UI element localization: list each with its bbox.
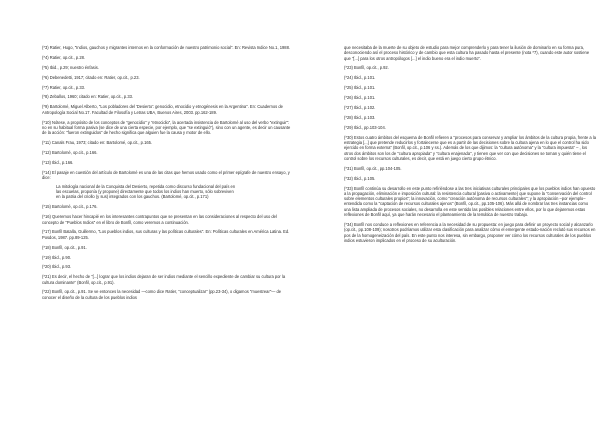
endnote: (*24) Ibid., p.101. [344,75,376,81]
endnote: (*17) Bonfil Batalla, Guillermo, "Los pueblos indios, sus culturas y las políticas culturales". En: Políticas culturales en América Latina. Ed. Posdos, 1987. pp.89-125. [42,229,290,240]
endnote: (*27) Ibid., p.102. [344,105,376,111]
endnote: (*25) Ibid., p.101. [344,85,376,91]
right-column [344,45,596,248]
endnote-continuation: que necesitaba de la muerte de su objeto de estudio para mejor comprenderlo y para tener la ilusión de dominarlo en su forma pura, desconociendo así el proceso histórico y de cambio que esta cultura ha pasado hasta el presente (nota *7), cuando este autor sostiene que "[...] para los otros antropólogos [...] el indio bueno era el indio muerto". [344,45,590,61]
endnote: (*23) Bonfil, op.cit., p.92. [344,65,389,71]
endnote: (*26) Ibid., p.101. [344,95,376,101]
endnote: (*20) Ibid., p.93. [42,264,72,270]
left-column [42,45,292,305]
endnote: (*21) Es decir, el hecho de "[...] lograr que los indios dejaran de ser indios mediante el sencillo expediente de cambiar su cultura por la cultura dominante" (Bonfil, op.cit., p.91). [42,274,286,285]
endnote: (*5) Ibid., p.29; nuestro énfasis. [42,64,99,70]
endnote: (*7) Ratier, op.cit., p.33. [42,84,86,90]
endnote: (*28) Ibid., p.103. [344,114,376,120]
block-quote: La mitología nacional de la Conquista del Desierto, repetida como discurso fundacional del país en las escuelas, proponía (y propone) directamente que todos los indios han muerto, sólo sobreviven en la patria del criollo (y sus) integrados con los gauchos. (Bartolomé, op.cit., p.171) [56,183,236,200]
endnote: (*19) Ibid., p.90. [42,254,72,260]
endnote: (*22) Bonfil, op.cit., p.91. Se ve entonces la necesidad —como dice Ratier, "conceptualizar" (pp.23-34), o digamos "muestrear"— de conocer el diseño de la cultura de los pueblos indios [42,289,282,300]
endnote: (*30) Estos cuatro ámbitos del esquema de Bonfil refieren a "procesos para conservar y ampliar los ámbitos de la cultura propia, frente a la estrategia [...] que pretende reducirlos y fortalecerse que es a partir de las decisiones sobre la cultura ajena en lo que el control ha sido ejercido en forma externa" (Bonfil, op.cit., p.106 y ss.). Además de los que dijimos: la "cultura autónoma" y la "cultura impuesta" – , los otros dos ámbitos son los de "cultura apropiada" y "cultura enajenada", y tienen que ver con que decisiones se toman y quién tiene el control sobre los recursos culturales, es decir, que está en juego cierto grupo étnico. [344,134,596,161]
endnote: (*32) Ibid., p.105. [344,175,376,181]
endnote: (*14) El pasaje en cuestión del artículo de Bartolomé es una de las citas que hemos usado como el primer epígrafe de nuestro ensayo, y dice: [42,169,290,180]
endnote: (*8) Zeballos, 1960; citado en: Ratier, op.cit., p.33. [42,94,134,100]
endnote: (*4) Ratier, op.cit., p.28. [42,54,86,60]
endnote: (*12) Bartolomé, op.cit., p.166. [42,149,98,155]
endnote: (*10) Nótese, a propósito de los conceptos de "genocidio" y "etnocidio", la acertada insistencia de Bartolomé al uso del verbo "extinguir": no en su habitual forma pasiva (se dice de una cierta especie, por ejemplo, que "se extinguió"), sino con un agente, es decir un causante de la acción: "fueron extinguidos" de hecho significa que alguien fue la causa y motor de ello. [42,119,291,136]
endnote: (*3) Ratier, Hugo, "Indios, gauchos y migrantes internos en la conformación de nuestro patrimonio social". En: Revista Indice No.1, 1988. [42,45,290,50]
endnote: (*13) Ibid., p.166. [42,159,74,165]
endnote: (*15) Bartolomé, op.cit., p.176. [42,204,98,210]
endnote: (*33) Bonfil continúa su desarrollo en este punto refiriéndose a las tres iniciativas culturales principales que los pueblos indios han opuesto a la propagación, eliminación e imposición cultural: la resistencia cultural (pasiva o activamente) que supone la "conservación del control sobre elementos culturales propios"; la innovación, como "creación autónoma de recursos culturales"; y la apropiación –por ejemplo– entendida como la "captación de recursos culturales ajenos" (Bonfil, op.cit., pp.105-106). Más allá de nombrar las tres instancias como una lista ampliada de procesos sociales, no desarrolla en este sentido las posibles relaciones entre ellos, por lo que dejaremos estas reflexiones de Bonfil aquí, ya que harán necesario el planteamiento de la temática de nuestro trabajo. [344,185,596,218]
endnote: (*9) Bartolomé, Miguel Alberto, "Los pobladores del 'Desierto': genocidio, etnocidio y etnogénesis en la Argentina". En: Cuadernos de Antropología Social No.17. Facultad de Filosofía y Letras UBA, Buenos Aires, 2003. pp.162-189. [42,104,283,115]
endnote: (*29) Ibid., pp.103-104. [344,124,386,130]
endnote: (*16) Queremos hacer hincapié en los interesantes contrapuntos que se presentan en las consideraciones al respecto del uso del concepto de "Pueblos Indios" en el libro de Bonfil, como veremos a continuación. [42,214,277,225]
endnote: (*34) Bonfil nos conduce a reflexiones en referencia a la necesidad de su propuesta: en juego para definir un proyecto social y alcanzarlo (op.cit., pp.108-109); nosotros podríamos utilizar esta clasificación para analizar cómo el emergente estado-nación reclutó sus recursos en pos de la homogeneización del país. En este punto nos interesa, sin embargo, proponer ver cómo los recursos culturales de los pueblos indios estuvieron implicados en el proceso de su aculturación. [344,221,596,243]
endnote: (*31) Bonfil, op.cit., pp.104-105. [344,165,402,171]
endnote: (*6) Debenedetti, 1917; citado en: Ratier, op.cit., p.23. [42,74,140,80]
endnote: (*11) Canals Frau, 1973; citado en: Bartolomé, op.cit., p.165. [42,140,153,146]
endnote: (*18) Bonfil, op.cit., p.91. [42,244,87,250]
